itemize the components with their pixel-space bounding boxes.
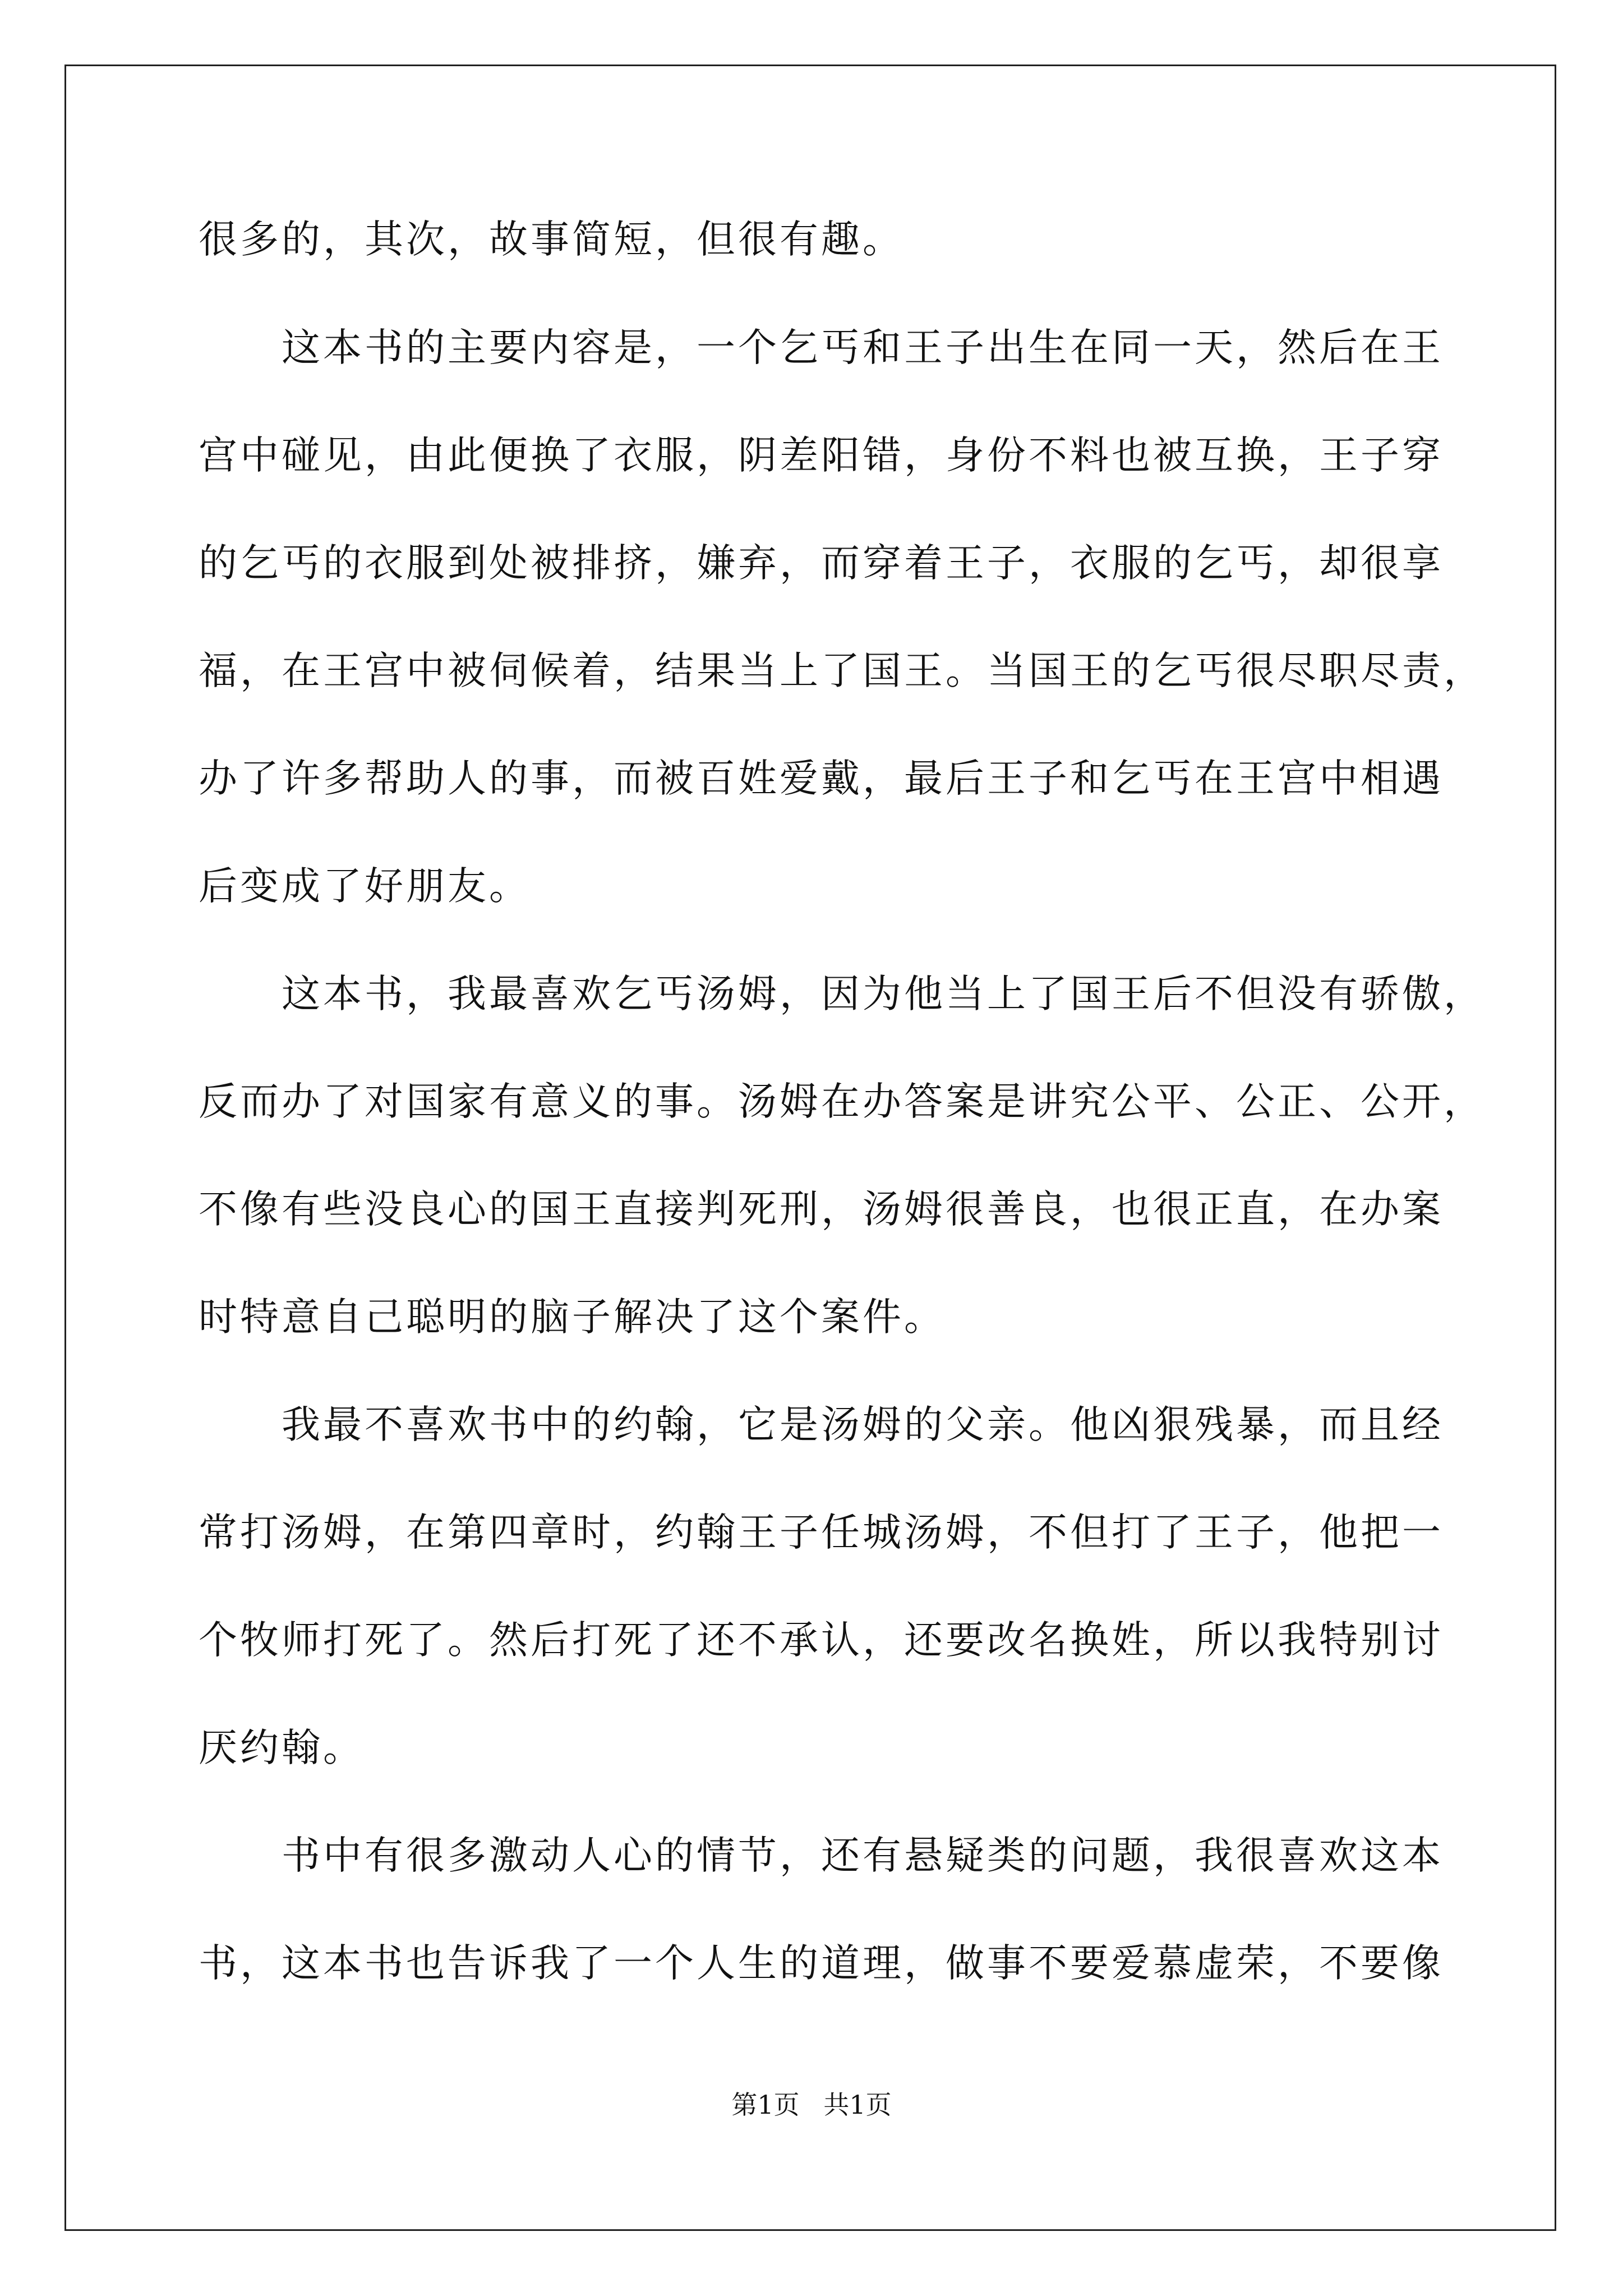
text-line: 的乞丐的衣服到处被排挤，嫌弃，而穿着王子，衣服的乞丐，却很享 [199,541,1444,586]
text-line: 书，这本书也告诉我了一个人生的道理，做事不要爱慕虚荣，不要像 [199,1941,1444,1986]
page-border [64,65,1556,2231]
text-line: 这本书，我最喜欢乞丐汤姆，因为他当上了国王后不但没有骄傲， [282,972,1485,1016]
text-line: 福，在王宫中被伺候着，结果当上了国王。当国王的乞丐很尽职尽责， [199,648,1485,693]
text-line: 不像有些没良心的国王直接判死刑，汤姆很善良，也很正直，在办案 [199,1187,1444,1232]
text-line: 书中有很多激动人心的情节，还有悬疑类的问题，我很喜欢这本 [282,1833,1444,1878]
page-number-current: 第1页 [731,2090,800,2120]
text-line: 办了许多帮助人的事，而被百姓爱戴，最后王子和乞丐在王宫中相遇 [199,756,1444,801]
text-line: 反而办了对国家有意义的事。汤姆在办答案是讲究公平、公正、公开， [199,1079,1485,1124]
text-line: 常打汤姆，在第四章时，约翰王子任城汤姆，不但打了王子，他把一 [199,1510,1444,1555]
text-line: 个牧师打死了。然后打死了还不承认，还要改名换姓，所以我特别讨 [199,1618,1444,1663]
page-footer [0,2088,1623,2122]
text-line: 厌约翰。 [199,1726,365,1770]
text-line: 后变成了好朋友。 [199,864,531,909]
text-line: 宫中碰见，由此便换了衣服，阴差阳错，身份不料也被互换，王子穿 [199,433,1444,478]
page-number-total: 共1页 [823,2090,892,2120]
text-line: 我最不喜欢书中的约翰，它是汤姆的父亲。他凶狠残暴，而且经 [282,1402,1444,1447]
text-line: 时特意自己聪明的脑子解决了这个案件。 [199,1295,946,1340]
text-line: 这本书的主要内容是，一个乞丐和王子出生在同一天，然后在王 [282,325,1444,370]
text-line: 很多的，其次，故事简短，但很有趣。 [199,217,904,262]
